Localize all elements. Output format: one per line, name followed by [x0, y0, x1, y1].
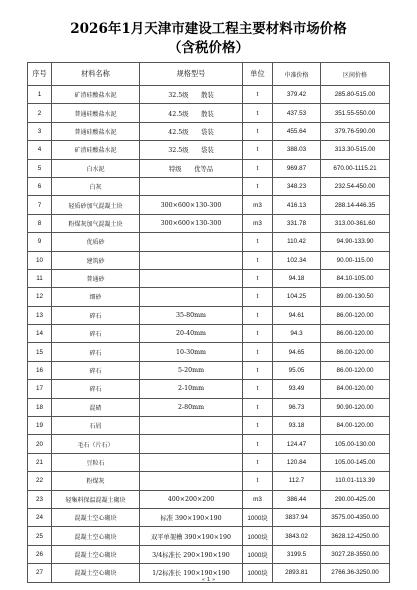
cell-no: 11 — [28, 269, 52, 287]
cell-no: 27 — [28, 564, 52, 582]
cell-range-price: 90.90-120.00 — [321, 398, 390, 416]
cell-unit: t — [243, 269, 273, 287]
cell-spec — [140, 435, 243, 453]
cell-material-name: 普通砂 — [52, 269, 140, 287]
page-title: 2026年1月天津市建设工程主要材料市场价格 — [70, 21, 347, 37]
cell-no: 10 — [28, 251, 52, 269]
cell-mid-price: 95.05 — [273, 361, 321, 379]
table-row — [28, 104, 390, 122]
cell-range-price: 84.10-105.00 — [321, 269, 390, 287]
cell-range-price: 670.00-1115.21 — [321, 159, 390, 177]
cell-unit: t — [243, 122, 273, 140]
cell-mid-price: 124.47 — [273, 435, 321, 453]
table-row — [28, 325, 390, 343]
cell-no: 15 — [28, 343, 52, 361]
cell-mid-price: 379.42 — [273, 86, 321, 104]
cell-unit: t — [243, 251, 273, 269]
table-row — [28, 306, 390, 324]
cell-spec: 特级 优等品 — [140, 159, 243, 177]
table-row — [28, 269, 390, 287]
cell-unit: m3 — [243, 214, 273, 232]
table-row — [28, 490, 390, 508]
cell-no: 26 — [28, 545, 52, 563]
cell-material-name: 混碴 — [52, 398, 140, 416]
table-header-row — [28, 63, 390, 86]
cell-spec — [140, 177, 243, 195]
cell-material-name: 粉煤灰 — [52, 472, 140, 490]
cell-no: 12 — [28, 288, 52, 306]
cell-range-price: 313.30-515.00 — [321, 141, 390, 159]
cell-no: 5 — [28, 159, 52, 177]
cell-no: 8 — [28, 214, 52, 232]
cell-mid-price: 120.84 — [273, 453, 321, 471]
table-row — [28, 508, 390, 526]
cell-spec: 标准 390×190×190 — [140, 508, 243, 526]
cell-no: 16 — [28, 361, 52, 379]
cell-spec: 300×600×130-300 — [140, 196, 243, 214]
cell-range-price: 86.00-120.00 — [321, 343, 390, 361]
table-row — [28, 417, 390, 435]
cell-range-price: 86.00-120.00 — [321, 325, 390, 343]
cell-range-price: 379.76-590.00 — [321, 122, 390, 140]
cell-no: 2 — [28, 104, 52, 122]
table-row — [28, 361, 390, 379]
cell-mid-price: 94.18 — [273, 269, 321, 287]
cell-range-price: 90.00-115.00 — [321, 251, 390, 269]
cell-unit: t — [243, 141, 273, 159]
cell-mid-price: 348.23 — [273, 177, 321, 195]
cell-spec — [140, 472, 243, 490]
cell-mid-price: 2893.81 — [273, 564, 321, 582]
cell-spec: 5-20mm — [140, 361, 243, 379]
table-row — [28, 141, 390, 159]
cell-mid-price: 969.87 — [273, 159, 321, 177]
price-table — [27, 62, 390, 583]
cell-spec — [140, 288, 243, 306]
table-row — [28, 545, 390, 563]
cell-unit: t — [243, 472, 273, 490]
cell-spec — [140, 453, 243, 471]
cell-material-name: 矿渣硅酸盐水泥 — [52, 86, 140, 104]
cell-mid-price: 104.25 — [273, 288, 321, 306]
cell-no: 3 — [28, 122, 52, 140]
cell-unit: 1000块 — [243, 545, 273, 563]
cell-spec: 1/2标准长 190×190×190 — [140, 564, 243, 582]
cell-no: 24 — [28, 508, 52, 526]
table-row — [28, 453, 390, 471]
cell-unit: t — [243, 233, 273, 251]
cell-material-name: 毛石（片石） — [52, 435, 140, 453]
cell-unit: t — [243, 343, 273, 361]
cell-range-price: 84.00-120.00 — [321, 417, 390, 435]
header-unit: 单位 — [243, 63, 273, 86]
table-row — [28, 196, 390, 214]
cell-range-price: 110.01-113.39 — [321, 472, 390, 490]
cell-unit: t — [243, 104, 273, 122]
table-row — [28, 159, 390, 177]
table-row — [28, 122, 390, 140]
cell-material-name: 白水泥 — [52, 159, 140, 177]
cell-range-price: 94.90-133.90 — [321, 233, 390, 251]
cell-spec — [140, 417, 243, 435]
cell-mid-price: 102.34 — [273, 251, 321, 269]
cell-no: 20 — [28, 435, 52, 453]
cell-no: 18 — [28, 398, 52, 416]
cell-material-name: 粉煤灰加气混凝土块 — [52, 214, 140, 232]
table-body — [28, 86, 390, 583]
cell-material-name: 碎石 — [52, 325, 140, 343]
cell-range-price: 2766.36-3250.00 — [321, 564, 390, 582]
cell-no: 25 — [28, 527, 52, 545]
cell-unit: 1000块 — [243, 564, 273, 582]
table-row — [28, 177, 390, 195]
cell-mid-price: 3843.02 — [273, 527, 321, 545]
cell-unit: t — [243, 288, 273, 306]
header-mid-price: 中准价格 — [273, 63, 321, 86]
cell-no: 22 — [28, 472, 52, 490]
cell-unit: t — [243, 306, 273, 324]
cell-mid-price: 455.64 — [273, 122, 321, 140]
cell-material-name: 矿渣硅酸盐水泥 — [52, 141, 140, 159]
cell-material-name: 优质砂 — [52, 233, 140, 251]
cell-spec: 42.5级 袋装 — [140, 122, 243, 140]
cell-mid-price: 110.42 — [273, 233, 321, 251]
cell-material-name: 混凝土空心砌块 — [52, 527, 140, 545]
cell-unit: t — [243, 177, 273, 195]
cell-spec: 300×600×130-300 — [140, 214, 243, 232]
cell-no: 9 — [28, 233, 52, 251]
cell-material-name: 碎石 — [52, 380, 140, 398]
table-row — [28, 233, 390, 251]
cell-no: 6 — [28, 177, 52, 195]
cell-range-price: 313.00-361.60 — [321, 214, 390, 232]
cell-spec: 2-80mm — [140, 398, 243, 416]
cell-no: 1 — [28, 86, 52, 104]
cell-range-price: 351.55-550.00 — [321, 104, 390, 122]
cell-mid-price: 416.13 — [273, 196, 321, 214]
cell-unit: t — [243, 435, 273, 453]
cell-spec: 32.5级 散装 — [140, 86, 243, 104]
cell-spec: 10-30mm — [140, 343, 243, 361]
table-row — [28, 380, 390, 398]
header-range-price: 区间价格 — [321, 63, 390, 86]
header-spec: 规格型号 — [140, 63, 243, 86]
cell-unit: 1000块 — [243, 527, 273, 545]
cell-range-price: 232.54-450.00 — [321, 177, 390, 195]
cell-unit: t — [243, 86, 273, 104]
cell-material-name: 普通硅酸盐水泥 — [52, 104, 140, 122]
cell-material-name: 混凝土空心砌块 — [52, 564, 140, 582]
cell-mid-price: 93.18 — [273, 417, 321, 435]
cell-material-name: 混凝土空心砌块 — [52, 545, 140, 563]
cell-material-name: 建筑砂 — [52, 251, 140, 269]
cell-range-price: 290.00-425.00 — [321, 490, 390, 508]
cell-spec: 35-80mm — [140, 306, 243, 324]
cell-material-name: 轻质砂加气混凝土块 — [52, 196, 140, 214]
table-row — [28, 343, 390, 361]
cell-mid-price: 3837.94 — [273, 508, 321, 526]
cell-unit: t — [243, 159, 273, 177]
cell-mid-price: 93.49 — [273, 380, 321, 398]
cell-range-price: 285.80-515.00 — [321, 86, 390, 104]
cell-spec: 3/4标准长 290×190×190 — [140, 545, 243, 563]
cell-no: 13 — [28, 306, 52, 324]
cell-spec — [140, 269, 243, 287]
cell-material-name: 碎石 — [52, 361, 140, 379]
cell-material-name: 碎石 — [52, 343, 140, 361]
cell-spec — [140, 251, 243, 269]
cell-range-price: 86.00-120.00 — [321, 306, 390, 324]
cell-no: 23 — [28, 490, 52, 508]
cell-range-price: 288.14-446.35 — [321, 196, 390, 214]
cell-range-price: 84.00-120.00 — [321, 380, 390, 398]
cell-range-price: 3575.00-4350.00 — [321, 508, 390, 526]
cell-material-name: 轻集料保温混凝土砌块 — [52, 490, 140, 508]
cell-mid-price: 386.44 — [273, 490, 321, 508]
table-row — [28, 527, 390, 545]
cell-range-price: 105.00-145.00 — [321, 453, 390, 471]
table-row — [28, 472, 390, 490]
cell-material-name: 混凝土空心砌块 — [52, 508, 140, 526]
cell-material-name: 碎石 — [52, 306, 140, 324]
cell-unit: t — [243, 380, 273, 398]
table-row — [28, 435, 390, 453]
cell-range-price: 105.00-130.00 — [321, 435, 390, 453]
cell-unit: t — [243, 417, 273, 435]
cell-unit: m3 — [243, 196, 273, 214]
cell-no: 7 — [28, 196, 52, 214]
cell-spec: 双平单架槽 390×190×190 — [140, 527, 243, 545]
cell-mid-price: 94.3 — [273, 325, 321, 343]
cell-mid-price: 112.7 — [273, 472, 321, 490]
cell-range-price: 3628.12-4250.00 — [321, 527, 390, 545]
cell-range-price: 86.00-120.00 — [321, 361, 390, 379]
cell-no: 14 — [28, 325, 52, 343]
cell-spec: 400×200×200 — [140, 490, 243, 508]
cell-material-name: 细砂 — [52, 288, 140, 306]
cell-mid-price: 331.78 — [273, 214, 321, 232]
cell-mid-price: 388.03 — [273, 141, 321, 159]
header-no: 序号 — [28, 63, 52, 86]
cell-mid-price: 96.73 — [273, 398, 321, 416]
table-row — [28, 288, 390, 306]
table-row — [28, 214, 390, 232]
cell-spec: 32.5级 袋装 — [140, 141, 243, 159]
cell-unit: m3 — [243, 490, 273, 508]
page-subtitle: （含税价格） — [168, 40, 249, 56]
cell-unit: t — [243, 453, 273, 471]
cell-mid-price: 437.53 — [273, 104, 321, 122]
cell-no: 4 — [28, 141, 52, 159]
cell-unit: t — [243, 398, 273, 416]
page-number: « 1 » — [201, 577, 216, 583]
table-row — [28, 398, 390, 416]
cell-mid-price: 3199.5 — [273, 545, 321, 563]
table-row — [28, 251, 390, 269]
cell-material-name: 普通硅酸盐水泥 — [52, 122, 140, 140]
cell-spec: 20-40mm — [140, 325, 243, 343]
cell-no: 17 — [28, 380, 52, 398]
cell-material-name: 石屑 — [52, 417, 140, 435]
cell-unit: t — [243, 325, 273, 343]
cell-unit: t — [243, 361, 273, 379]
cell-material-name: 白灰 — [52, 177, 140, 195]
cell-range-price: 89.00-130.50 — [321, 288, 390, 306]
header-name: 材料名称 — [52, 63, 140, 86]
cell-mid-price: 94.65 — [273, 343, 321, 361]
cell-spec: 2-10mm — [140, 380, 243, 398]
cell-range-price: 3027.28-3550.00 — [321, 545, 390, 563]
cell-mid-price: 94.61 — [273, 306, 321, 324]
cell-spec: 42.5级 散装 — [140, 104, 243, 122]
cell-spec — [140, 233, 243, 251]
cell-unit: 1000块 — [243, 508, 273, 526]
cell-material-name: 豆粒石 — [52, 453, 140, 471]
cell-no: 21 — [28, 453, 52, 471]
table-row — [28, 86, 390, 104]
cell-no: 19 — [28, 417, 52, 435]
